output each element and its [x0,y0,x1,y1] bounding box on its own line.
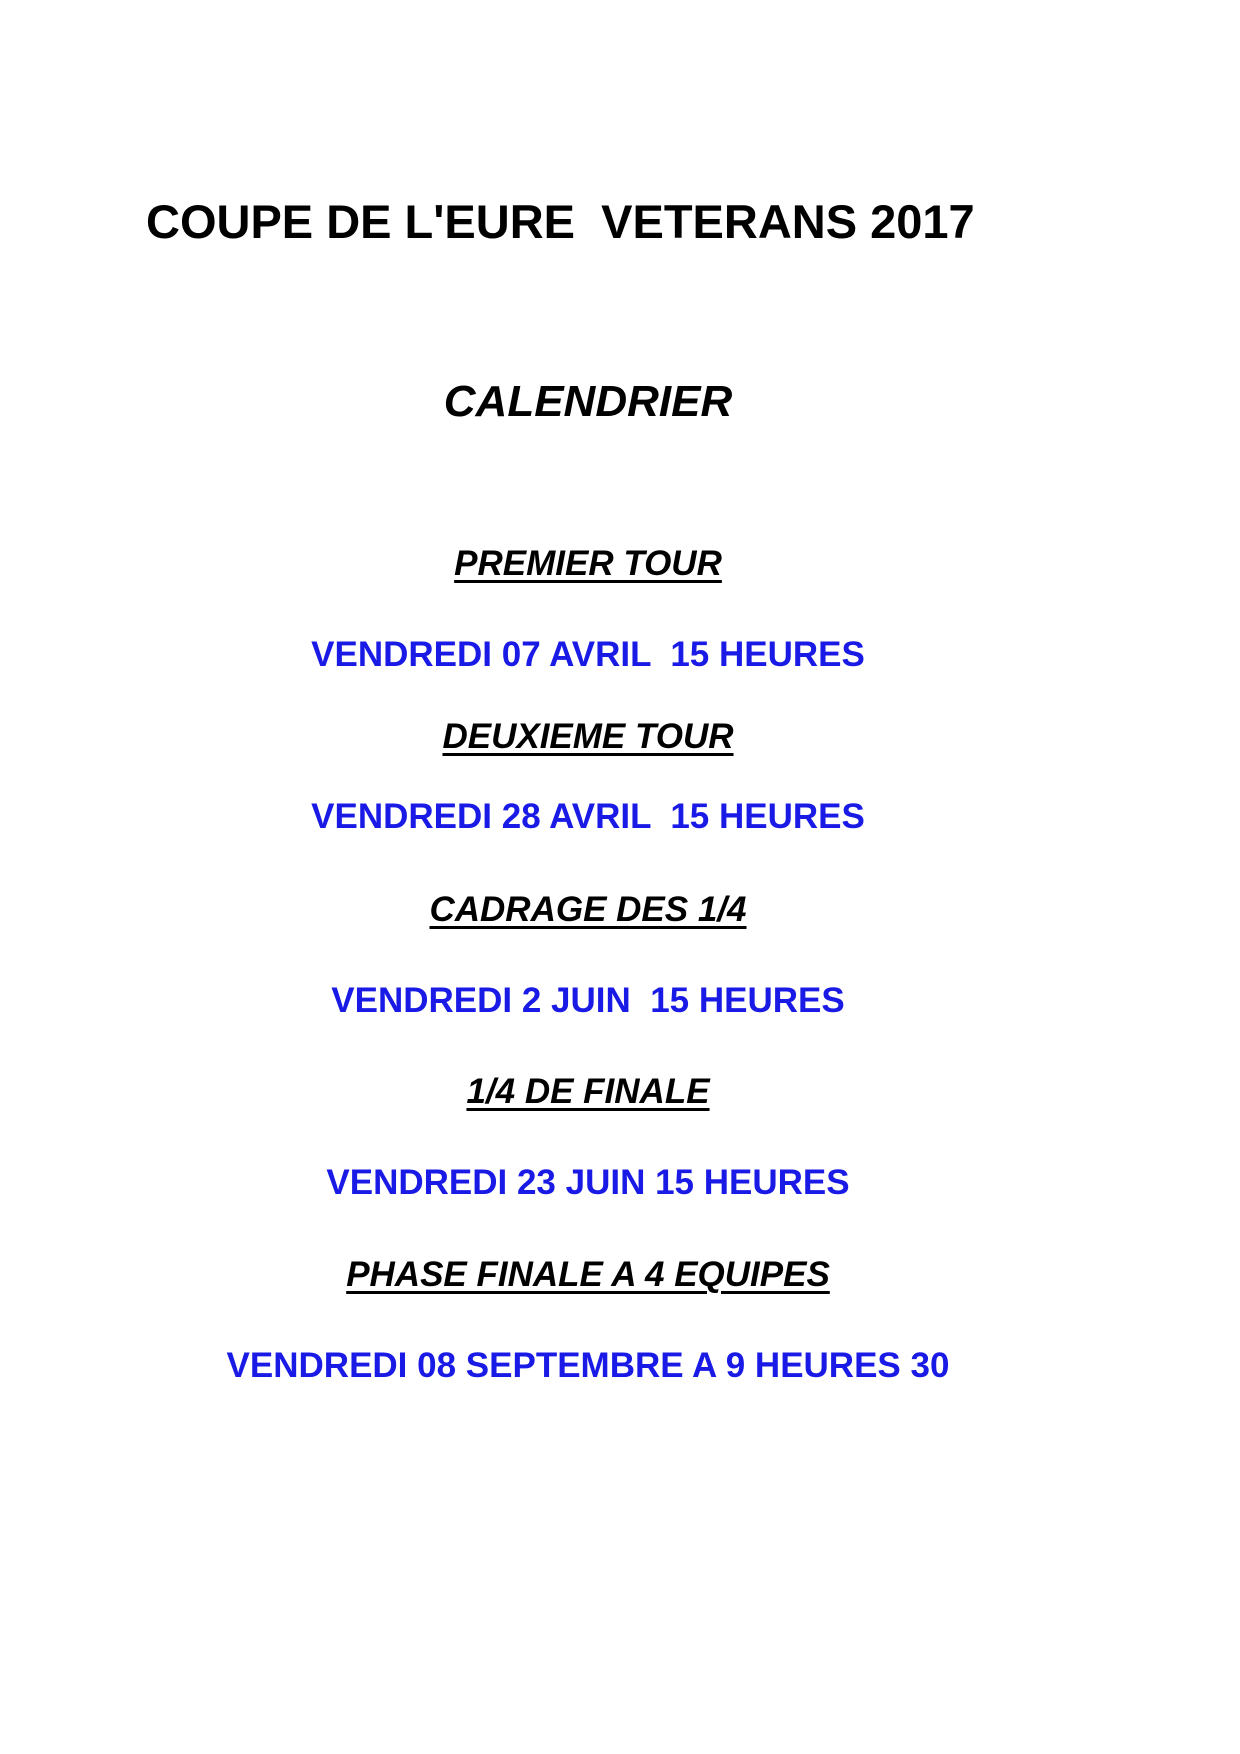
round-date: VENDREDI 08 SEPTEMBRE A 9 HEURES 30 [226,1346,950,1385]
round-heading: PHASE FINALE A 4 EQUIPES [346,1255,830,1294]
round-date: VENDREDI 28 AVRIL 15 HEURES [311,797,865,836]
round-date: VENDREDI 07 AVRIL 15 HEURES [311,635,865,674]
document-title: COUPE DE L'EURE VETERANS 2017 [146,195,975,248]
round-heading: PREMIER TOUR [454,544,722,583]
round-heading: 1/4 DE FINALE [466,1072,710,1111]
round-heading: DEUXIEME TOUR [442,717,734,756]
round-heading: CADRAGE DES 1/4 [429,890,747,929]
round-date: VENDREDI 23 JUIN 15 HEURES [326,1163,850,1202]
calendar-heading: CALENDRIER [443,377,733,426]
round-date: VENDREDI 2 JUIN 15 HEURES [331,981,845,1020]
